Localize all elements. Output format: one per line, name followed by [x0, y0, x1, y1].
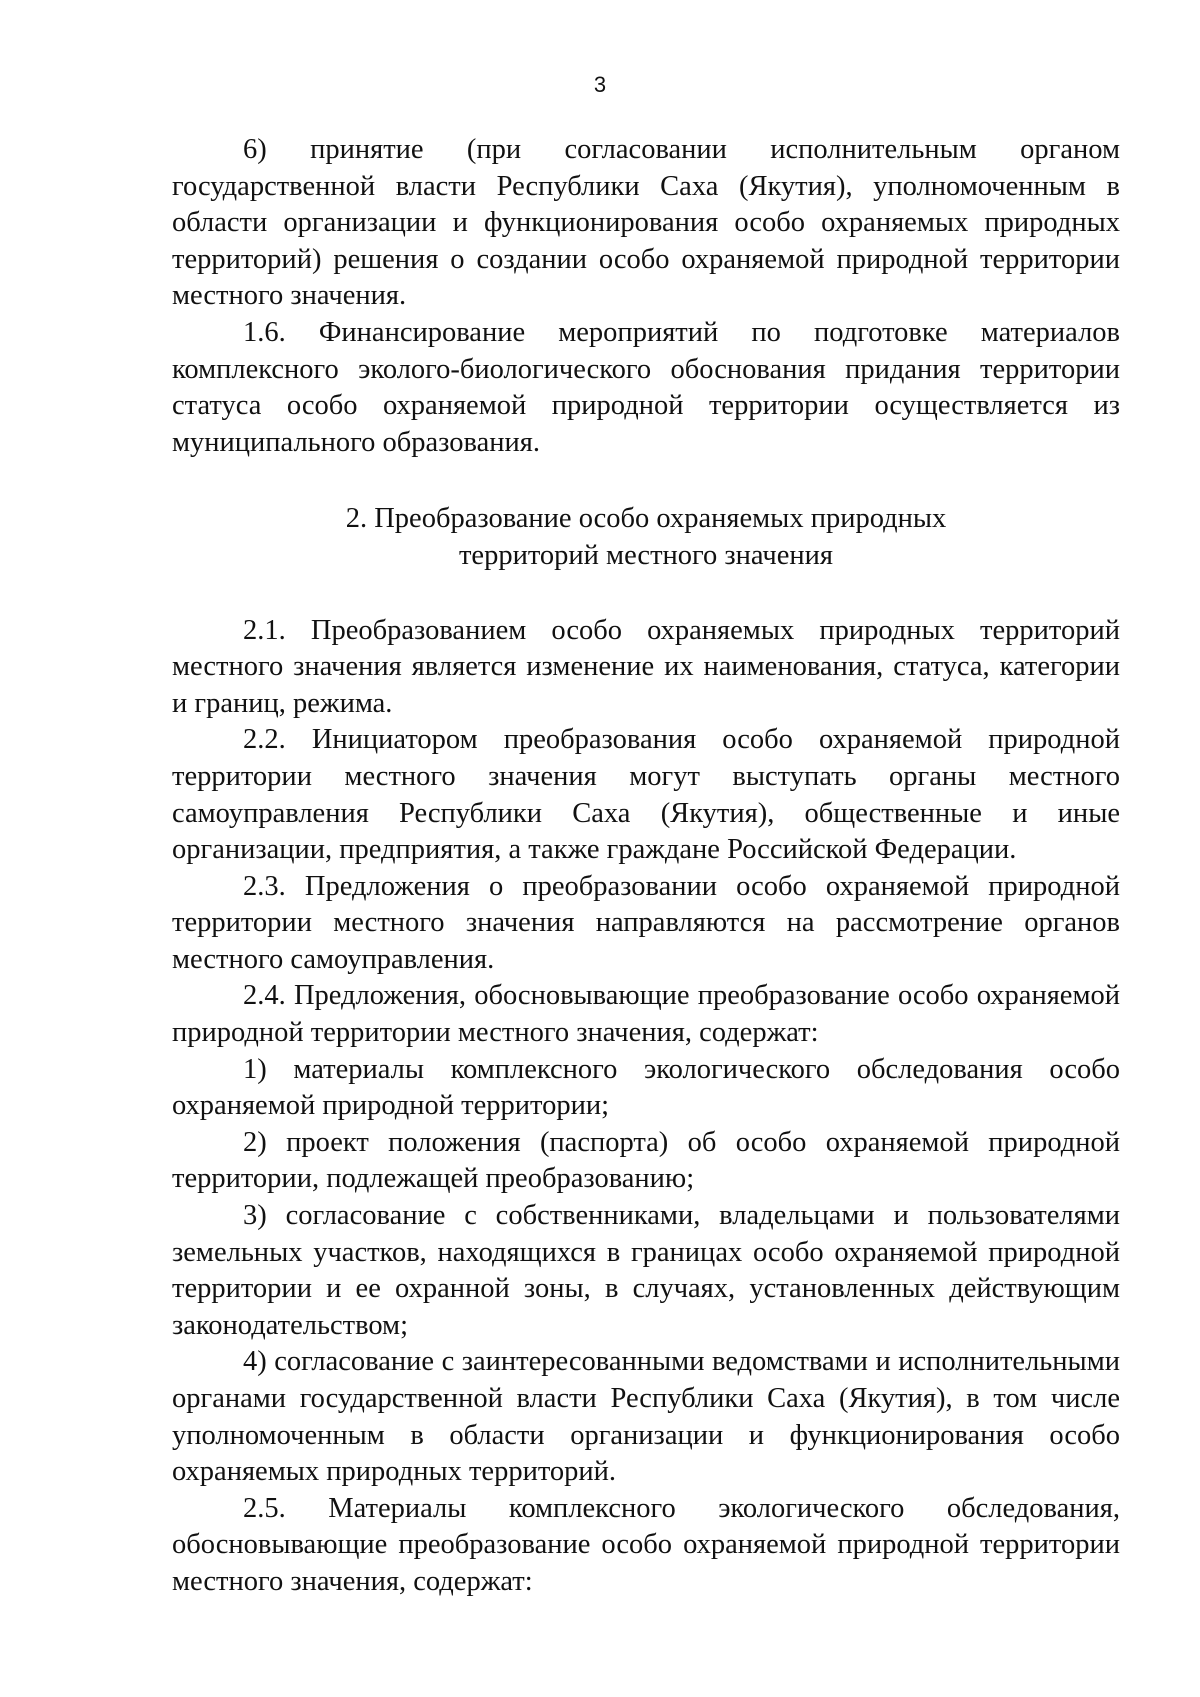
paragraph-2-2: 2.2. Инициатором преобразования особо охраняемой природной территории местного значения могут выступать органы местного самоуправления Республики Саха (Якутия), общественные и иные организации, предприятия, а также граждане Российской Федерации.: [172, 724, 1120, 866]
list-item-3: 3) согласование с собственниками, владельцами и пользователями земельных участков, находящихся в границах особо охраняемой природной территории и ее охранной зоны, в случаях, установленных действующим законодательством;: [172, 1200, 1120, 1341]
paragraph-2-3: 2.3. Предложения о преобразовании особо охраняемой природной территории местного значения направляются на рассмотрение органов местного самоуправления.: [172, 870, 1120, 975]
document-body: [172, 132, 1120, 1601]
section-heading-line-1: 2. Преобразование особо охраняемых природных: [345, 503, 947, 535]
paragraph-1-6: 1.6. Финансирование мероприятий по подготовке материалов комплексного эколого-биологического обоснования придания территории статуса особо охраняемой природной территории осуществляется из муниципального образования.: [172, 316, 1120, 458]
paragraph-2-4: 2.4. Предложения, обосновывающие преобразование особо охраняемой природной территории местного значения, содержат:: [172, 980, 1120, 1049]
page-number: 3: [593, 72, 607, 97]
paragraph-2-5: 2.5. Материалы комплексного экологического обследования, обосновывающие преобразование особо охраняемой природной территории местного значения, содержат:: [172, 1492, 1120, 1597]
section-heading: [172, 501, 1120, 574]
list-item-2: 2) проект положения (паспорта) об особо охраняемой природной территории, подлежащей преобразованию;: [172, 1126, 1120, 1195]
list-item-1: 1) материалы комплексного экологического обследования особо охраняемой природной территории;: [172, 1053, 1120, 1122]
paragraph-2-1: 2.1. Преобразованием особо охраняемых природных территорий местного значения является изменение их наименования, статуса, категории и границ, режима.: [172, 614, 1120, 719]
list-item-4: 4) согласование с заинтересованными ведомствами и исполнительными органами государственной власти Республики Саха (Якутия), в том числе уполномоченным в области организации и функционирования особо охраняемых природных территорий.: [172, 1346, 1120, 1488]
section-heading-line-2: территорий местного значения: [458, 539, 834, 571]
paragraph-item-6: 6) принятие (при согласовании исполнительным органом государственной власти Республики Саха (Якутия), уполномоченным в области организации и функционирования особо охраняемых природных территорий) решения о создании особо охраняемой природной территории местного значения.: [172, 134, 1120, 312]
